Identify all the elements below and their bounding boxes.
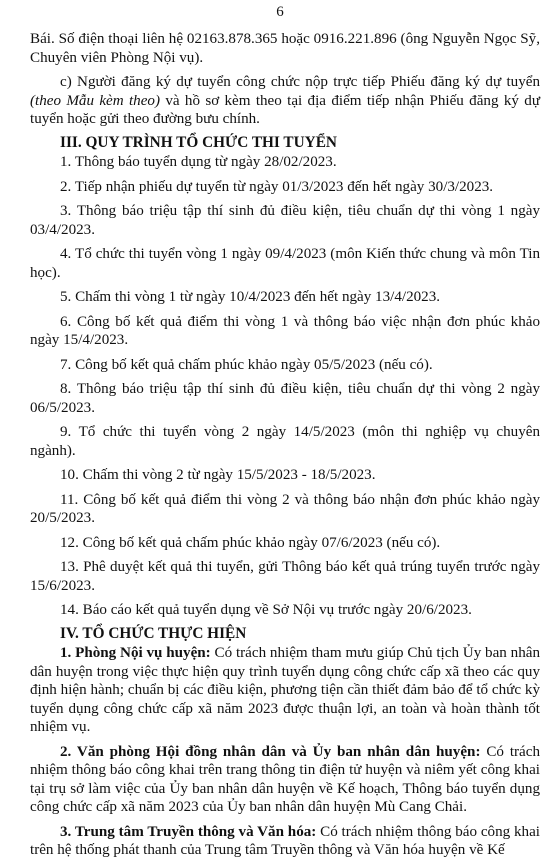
duty-paragraph xyxy=(30,743,540,817)
paragraph-c xyxy=(30,73,540,129)
page-number: 6 xyxy=(276,4,284,20)
section-heading-iv: IV. TỔ CHỨC THỰC HIỆN xyxy=(60,624,247,642)
step-item: 9. Tổ chức thi tuyển vòng 2 ngày 14/5/2023 (môn thi nghiệp vụ chuyên ngành). xyxy=(30,424,540,459)
step-item: 4. Tổ chức thi tuyển vòng 1 ngày 09/4/2023 (môn Kiến thức chung và môn Tin học). xyxy=(30,246,540,281)
paragraph-c-part2: và hồ sơ kèm theo tại địa điểm tiếp nhận Phiếu đăng ký dự tuyển hoặc gửi theo đường bưu chính. xyxy=(30,92,541,127)
step-item: 12. Công bố kết quả chấm phúc khảo ngày 07/6/2023 (nếu có). xyxy=(60,534,441,551)
duty-title: 3. Trung tâm Truyền thông và Văn hóa: xyxy=(60,823,317,840)
duty-paragraph xyxy=(30,823,540,860)
section-heading-iii: III. QUY TRÌNH TỔ CHỨC THI TUYỂN xyxy=(60,133,337,151)
step-item: 14. Báo cáo kết quả tuyển dụng về Sở Nội vụ trước ngày 20/6/2023. xyxy=(60,602,472,618)
step-item: 1. Thông báo tuyển dụng từ ngày 28/02/2023. xyxy=(60,154,337,170)
step-item: 3. Thông báo triệu tập thí sinh đủ điều kiện, tiêu chuẩn dự thi vòng 1 ngày 03/4/2023. xyxy=(30,203,540,238)
duty-paragraph xyxy=(30,644,540,737)
document-body xyxy=(30,30,540,860)
step-item: 7. Công bố kết quả chấm phúc khảo ngày 05/5/2023 (nếu có). xyxy=(60,356,433,373)
paragraph-c-part1: c) Người đăng ký dự tuyển công chức nộp trực tiếp Phiếu đăng ký dự tuyển xyxy=(60,74,540,90)
duty-text: Có trách nhiệm thông báo công khai trên trang thông tin điện tử huyện và niêm yết công khai tại trụ sở làm việc của Ủy ban nhân dân huyện về Kế hoạch, Thông báo tuyển dụng công chức cấp xã năm 2023 của Ủy ban nhân dân huyện Mù Cang Chải. xyxy=(30,743,540,815)
duty-text: Có trách nhiệm thông báo công khai trên hệ thống phát thanh của Trung tâm Truyền thông và Văn hóa huyện về Kế xyxy=(30,823,540,858)
step-item: 2. Tiếp nhận phiếu dự tuyển từ ngày 01/3/2023 đến hết ngày 30/3/2023. xyxy=(60,178,494,195)
step-item: 5. Chấm thi vòng 1 từ ngày 10/4/2023 đến hết ngày 13/4/2023. xyxy=(60,289,441,305)
duty-title: 1. Phòng Nội vụ huyện: xyxy=(60,645,211,661)
step-item: 6. Công bố kết quả điểm thi vòng 1 và thông báo việc nhận đơn phúc khảo ngày 15/4/2023. xyxy=(30,313,540,348)
paragraph-c-italic: (theo Mẫu kèm theo) xyxy=(30,92,160,109)
duty-title: 2. Văn phòng Hội đồng nhân dân và Ủy ban nhân dân huyện: xyxy=(60,743,481,760)
duty-text: Có trách nhiệm tham mưu giúp Chủ tịch Ủy ban nhân dân huyện trong việc thực hiện quy trình tuyển dụng công chức cấp xã theo các quy định hiện hành; chuẩn bị các điều kiện, phương tiện cần thiết đảm bảo để tổ chức kỳ tuyển dụng công chức cấp xã năm 2023 được thuận lợi, an toàn và hoàn thành tốt nhiệm vụ. xyxy=(30,645,541,735)
contact-paragraph: Bái. Số điện thoại liên hệ 02163.878.365 hoặc 0916.221.896 (ông Nguyễn Ngọc Sỹ, Chuyên viên Phòng Nội vụ). xyxy=(30,31,540,66)
step-item: 11. Công bố kết quả điểm thi vòng 2 và thông báo nhận đơn phúc khảo ngày 20/5/2023. xyxy=(30,491,540,526)
step-item: 10. Chấm thi vòng 2 từ ngày 15/5/2023 - 18/5/2023. xyxy=(60,467,376,483)
step-item: 8. Thông báo triệu tập thí sinh đủ điều kiện, tiêu chuẩn dự thi vòng 2 ngày 06/5/2023. xyxy=(30,381,540,416)
step-item: 13. Phê duyệt kết quả thi tuyển, gửi Thông báo kết quả trúng tuyển trước ngày 15/6/2023. xyxy=(30,559,540,594)
